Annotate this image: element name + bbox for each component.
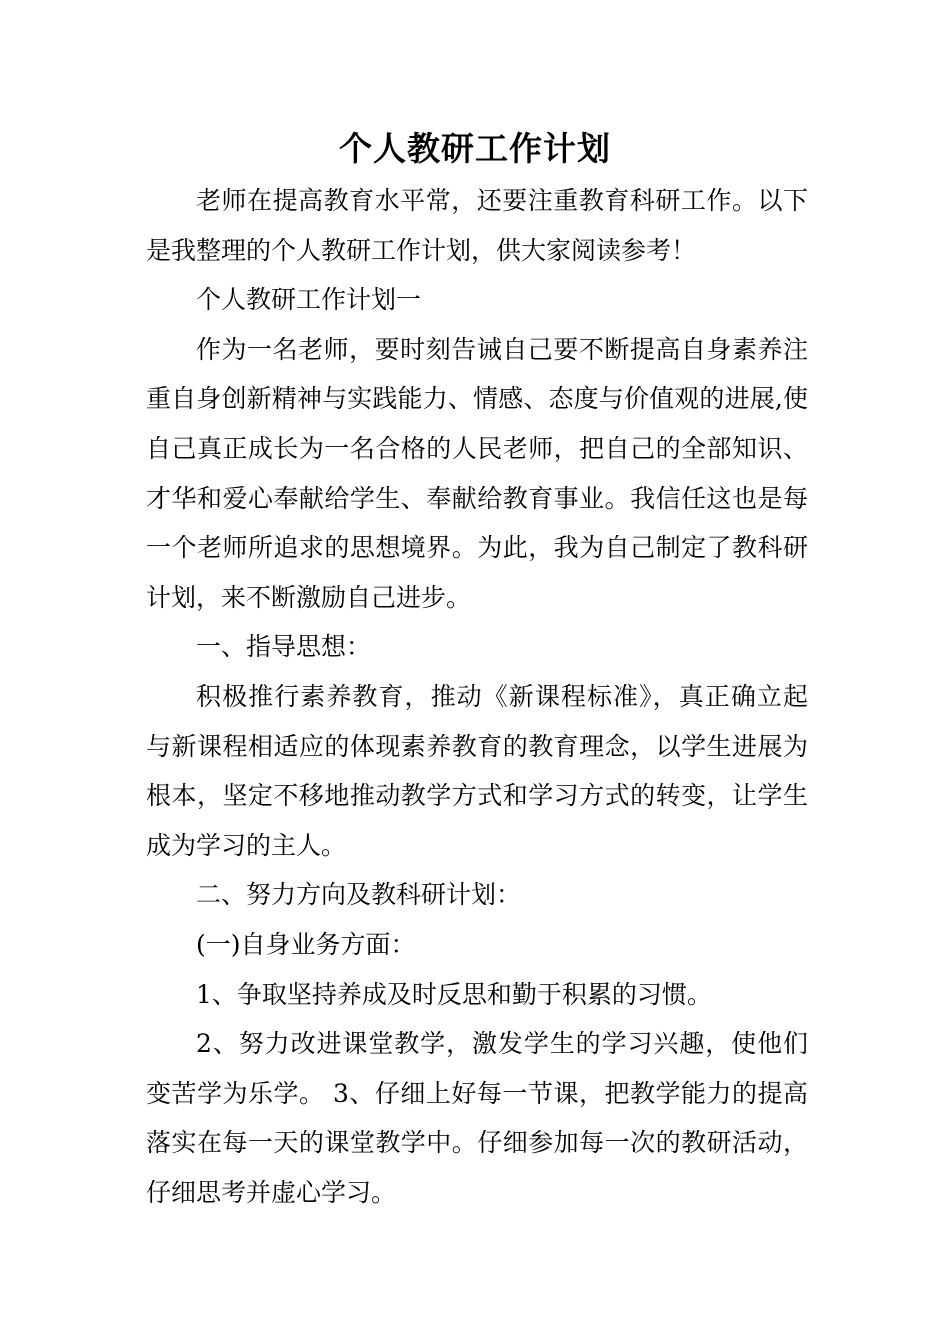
subsection-heading-professional: (一)自身业务方面： [196, 929, 416, 959]
section-heading-plan-one: 个人教研工作计划一 [196, 285, 422, 315]
body-paragraph-guiding-thought: 积极推行素养教育，推动《新课程标准》，真正确立起与新课程相适应的体现素养教育的教育理念，以学生进展为根本，坚定不移地推动教学方式和学习方式的转变，让学生成为学习的主人。 [146, 681, 808, 860]
list-item-1: 1、争取坚持养成及时反思和勤于积累的习惯。 [196, 979, 712, 1009]
body-paragraph-teacher-goals: 作为一名老师，要时刻告诫自己要不断提高自身素养注重自身创新精神与实践能力、情感、态度与价值观的进展,使自己真正成长为一名合格的人民老师，把自己的全部知识、才华和爱心奉献给学生、奉献给教育事业。我信任这也是每一个老师所追求的思想境界。为此，我为自己制定了教科研计划，来不断激励自己进步。 [146, 334, 808, 612]
document-body [146, 176, 808, 1217]
page-title: 个人教研工作计划 [339, 129, 611, 168]
intro-paragraph: 老师在提高教育水平常，还要注重教育科研工作。以下是我整理的个人教研工作计划，供大家阅读参考！ [146, 186, 808, 265]
section-heading-direction-plan: 二、努力方向及教科研计划： [196, 880, 522, 910]
section-heading-guiding-thought: 一、指导思想： [196, 632, 372, 662]
list-item-2-3: 2、努力改进课堂教学，激发学生的学习兴趣，使他们变苦学为乐学。 3、仔细上好每一节课，把教学能力的提高落实在每一天的课堂教学中。仔细参加每一次的教研活动，仔细思考并虚心学习。 [146, 1029, 808, 1207]
